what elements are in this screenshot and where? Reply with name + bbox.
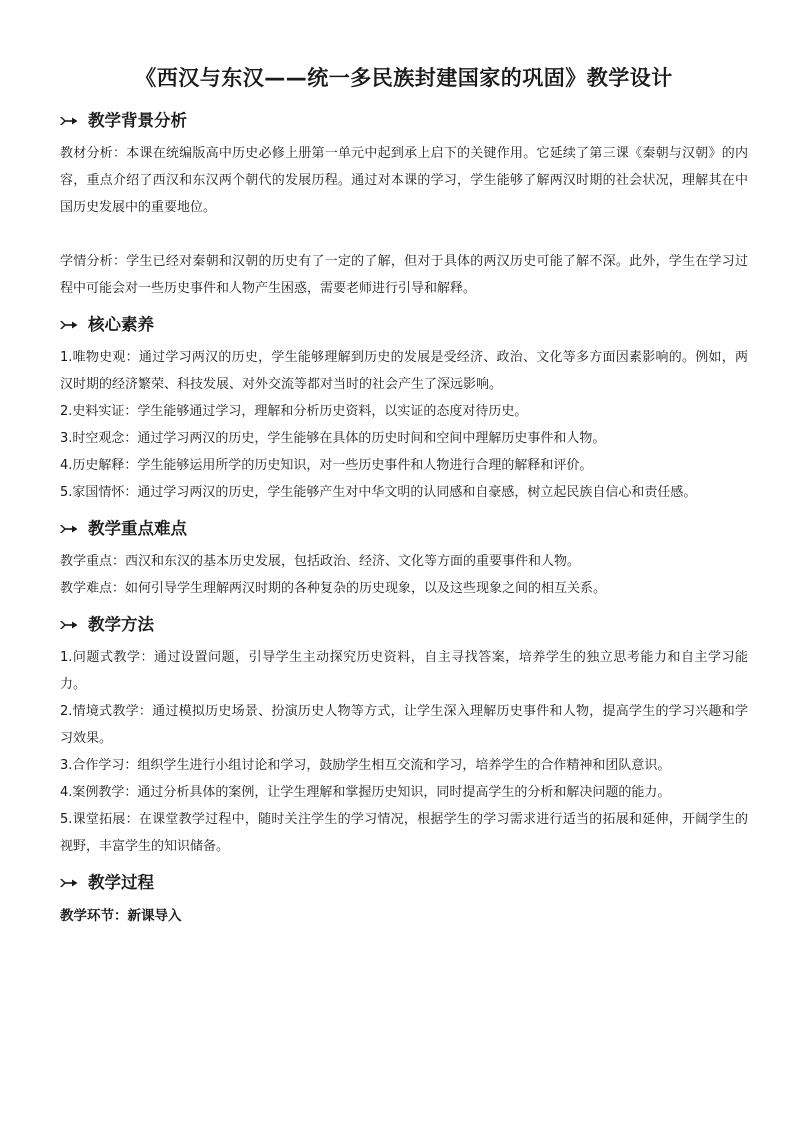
document-title: 《西汉与东汉——统一多民族封建国家的巩固》教学设计	[135, 66, 673, 90]
teaching-stage: 教学环节：新课导入	[60, 908, 182, 924]
section-heading-process	[60, 870, 748, 896]
section-heading-label: 教学背景分析	[88, 111, 187, 130]
section-heading-label: 核心素养	[88, 315, 154, 334]
section-heading-literacy	[60, 312, 748, 338]
section-heading-key-points	[60, 516, 748, 542]
arrow-right-icon	[60, 877, 78, 889]
section-heading-label: 教学重点难点	[88, 519, 187, 538]
section-heading-methods	[60, 612, 748, 638]
list-item: 5.家国情怀：通过学习两汉的历史，学生能够产生对中华文明的认同感和自豪感，树立起民族自信心和责任感。	[60, 485, 697, 500]
arrow-right-icon	[60, 319, 78, 331]
list-item: 5.课堂拓展：在课堂教学过程中，随时关注学生的学习情况，根据学生的学习需求进行适当的拓展和延伸，开阔学生的视野，丰富学生的知识储备。	[60, 812, 748, 854]
section-heading-label: 教学方法	[88, 615, 154, 634]
material-analysis: 教材分析：本课在统编版高中历史必修上册第一单元中起到承上启下的关键作用。它延续了第三课《秦朝与汉朝》的内容，重点介绍了西汉和东汉两个朝代的发展历程。通过对本课的学习，学生能够了解两汉时期的社会状况，理解其在中国历史发展中的重要地位。	[60, 146, 748, 215]
student-analysis: 学情分析：学生已经对秦朝和汉朝的历史有了一定的了解，但对于具体的两汉历史可能了解不深。此外，学生在学习过程中可能会对一些历史事件和人物产生困惑，需要老师进行引导和解释。	[60, 254, 748, 296]
teaching-focus: 教学重点：西汉和东汉的基本历史发展，包括政治、经济、文化等方面的重要事件和人物。	[60, 554, 581, 569]
paragraph-gap	[60, 221, 748, 248]
list-item: 2.情境式教学：通过模拟历史场景、扮演历史人物等方式，让学生深入理解历史事件和人物，提高学生的学习兴趣和学习效果。	[60, 704, 748, 746]
list-item: 3.合作学习：组织学生进行小组讨论和学习，鼓励学生相互交流和学习，培养学生的合作精神和团队意识。	[60, 758, 671, 773]
teaching-difficulty: 教学难点：如何引导学生理解两汉时期的各种复杂的历史现象，以及这些现象之间的相互关系。	[60, 581, 607, 596]
section-heading-background	[60, 108, 748, 134]
section-heading-label: 教学过程	[88, 873, 154, 892]
arrow-right-icon	[60, 523, 78, 535]
arrow-right-icon	[60, 115, 78, 127]
list-item: 2.史料实证：学生能够通过学习，理解和分析历史资料，以实证的态度对待历史。	[60, 404, 528, 419]
list-item: 1.问题式教学：通过设置问题，引导学生主动探究历史资料，自主寻找答案，培养学生的独立思考能力和自主学习能力。	[60, 650, 748, 692]
list-item: 3.时空观念：通过学习两汉的历史，学生能够在具体的历史时间和空间中理解历史事件和人物。	[60, 431, 606, 446]
arrow-right-icon	[60, 619, 78, 631]
list-item: 1.唯物史观：通过学习两汉的历史，学生能够理解到历史的发展是受经济、政治、文化等多方面因素影响的。例如，两汉时期的经济繁荣、科技发展、对外交流等都对当时的社会产生了深远影响。	[60, 350, 748, 392]
list-item: 4.案例教学：通过分析具体的案例，让学生理解和掌握历史知识，同时提高学生的分析和解决问题的能力。	[60, 785, 671, 800]
list-item: 4.历史解释：学生能够运用所学的历史知识，对一些历史事件和人物进行合理的解释和评价。	[60, 458, 593, 473]
